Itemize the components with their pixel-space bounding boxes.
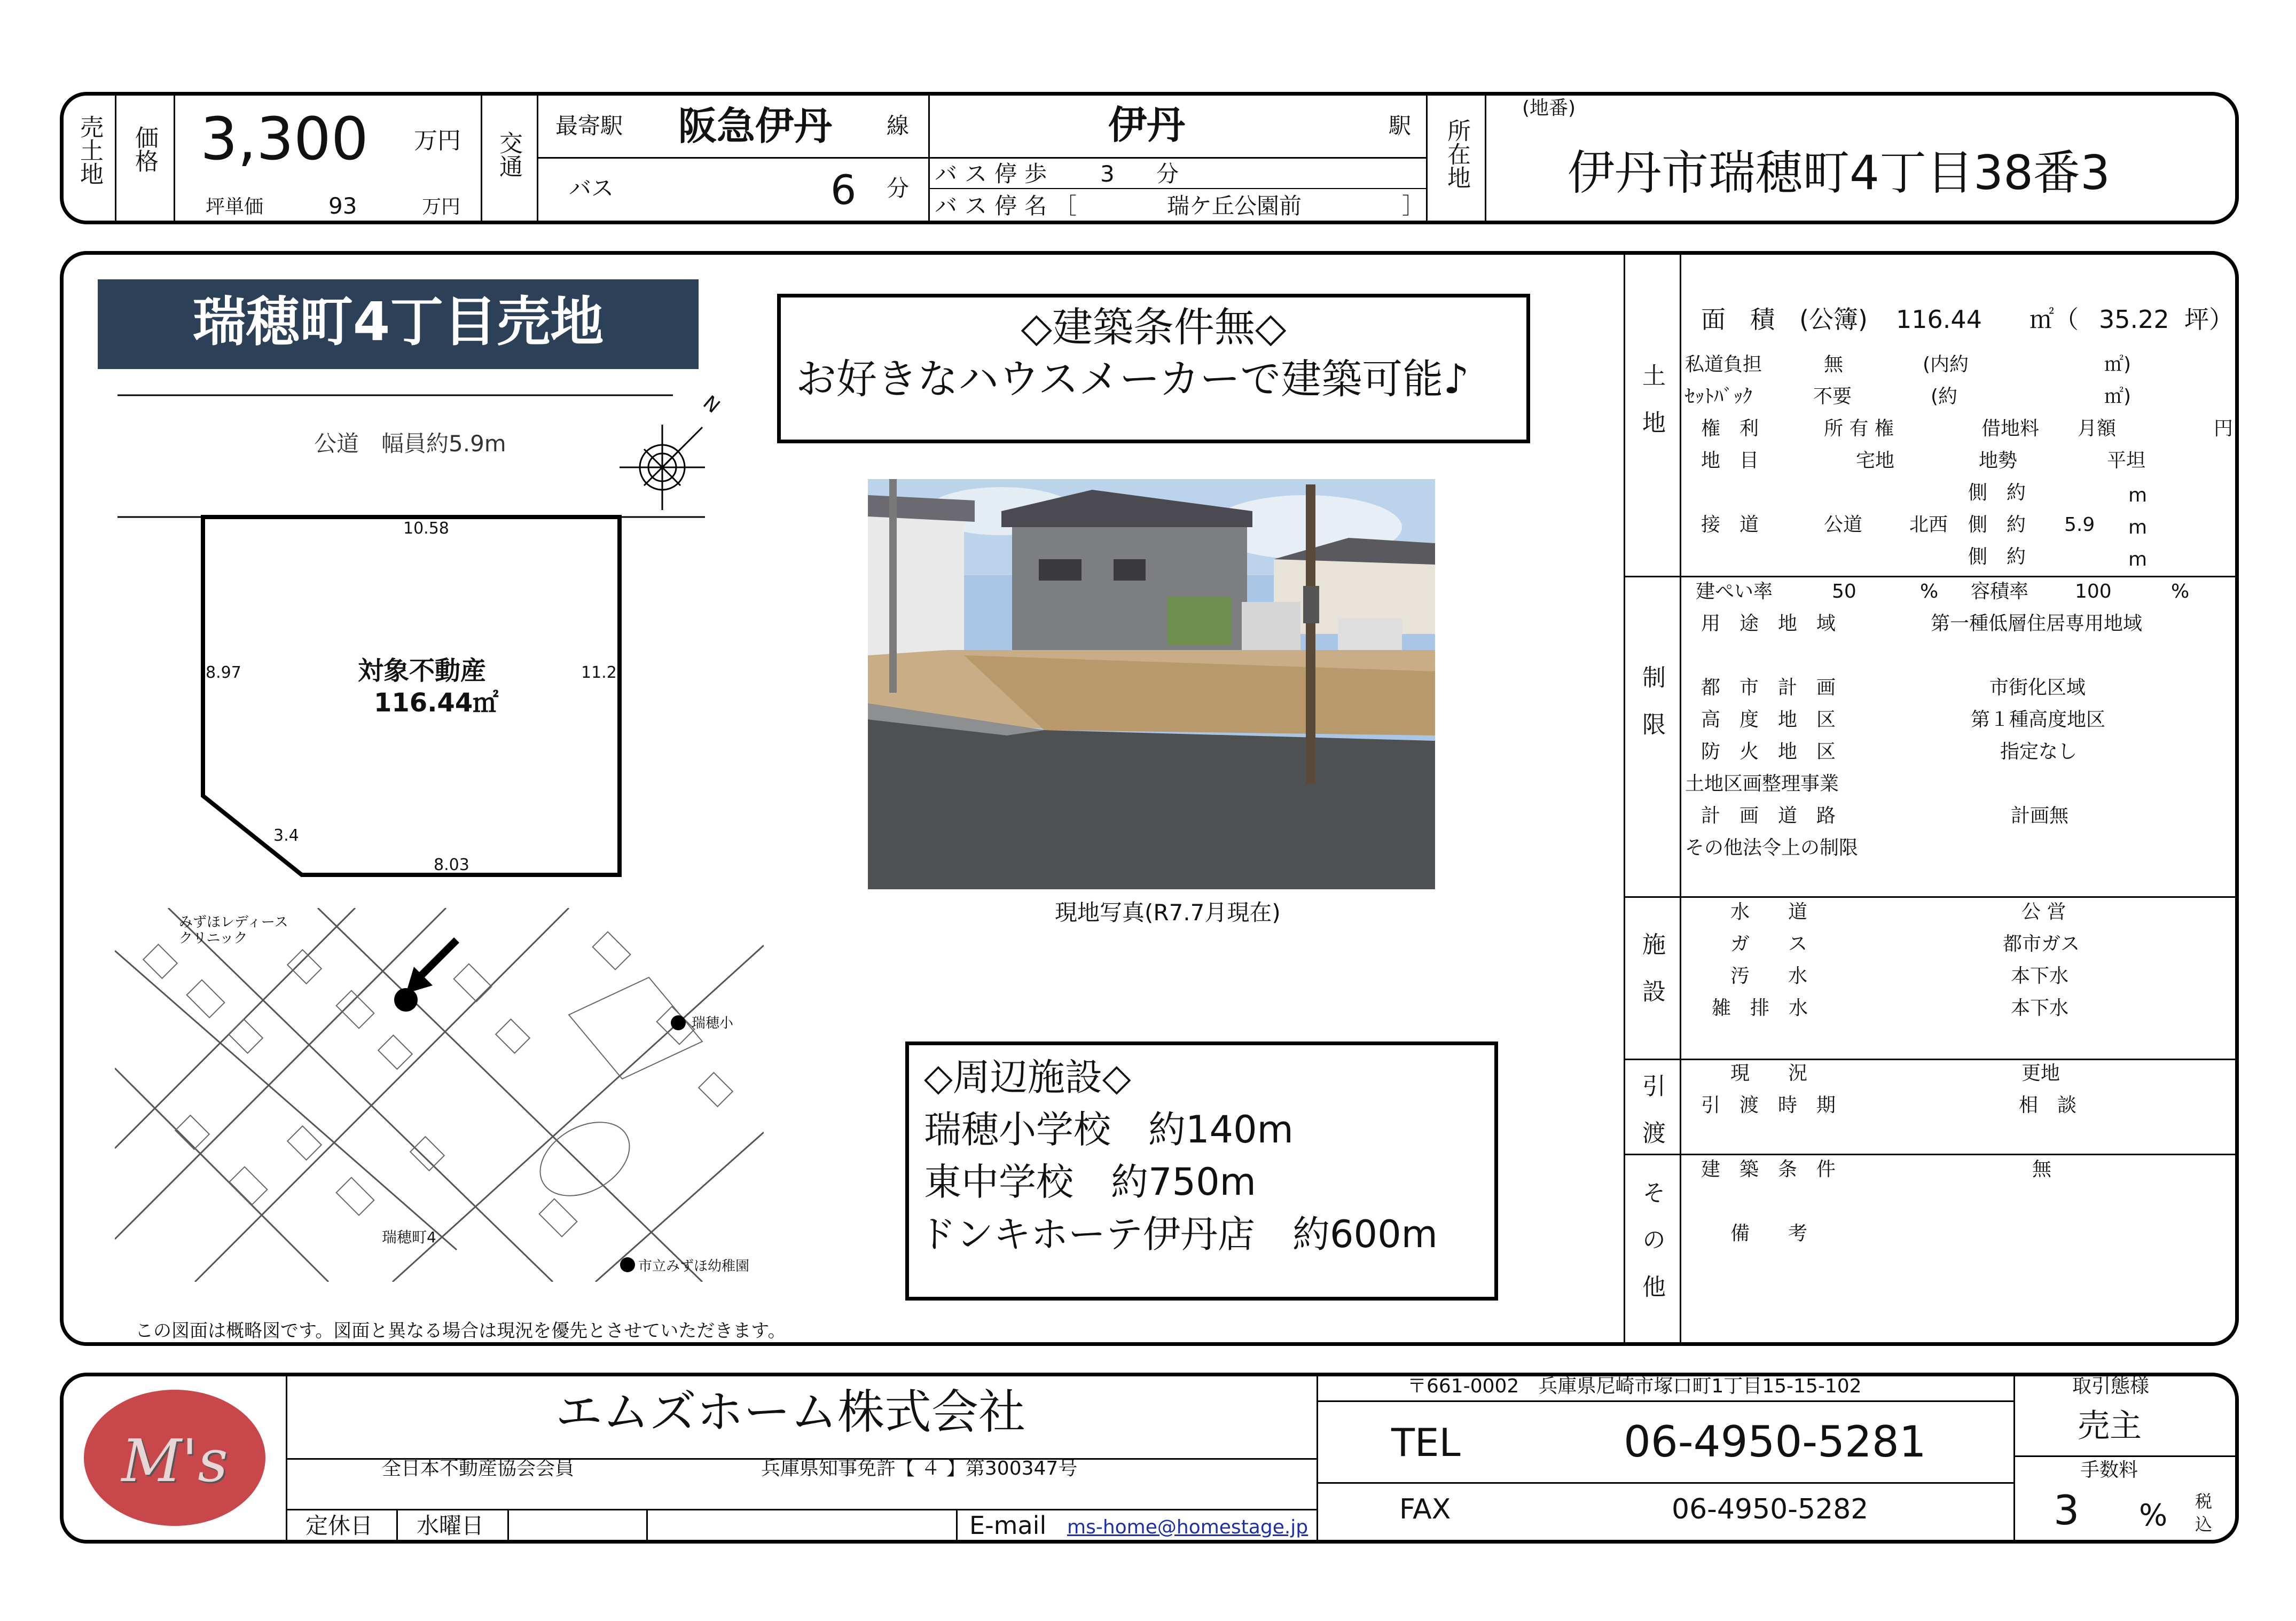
chimoku-value: 宅地 [1856, 450, 1895, 472]
plot-right-length: 11.2 [581, 663, 617, 682]
station-suffix: 駅 [1389, 113, 1412, 139]
plot-corner-length: 3.4 [273, 826, 299, 845]
water-value: 公 営 [2021, 901, 2066, 923]
email-label: E-mail [969, 1511, 1047, 1540]
side-label-1: 側 約 [1968, 482, 2026, 504]
access-label: 接 道 [1701, 514, 1759, 536]
far-pct: % [2171, 581, 2190, 602]
side-unit-1: m [2128, 484, 2148, 506]
traffic-label: 交通 [495, 131, 522, 178]
timing-value: 相 談 [2019, 1094, 2077, 1116]
bus-minutes: 6 [830, 166, 857, 214]
side-label-2: 側 約 [1968, 514, 2026, 536]
gas-label: ガ ス [1730, 933, 1808, 955]
side-label-3: 側 約 [1968, 546, 2026, 568]
drain-value: 本下水 [2011, 997, 2069, 1019]
type-label: 売土地 [76, 115, 103, 185]
access-width: 5.9 [2064, 514, 2095, 536]
area-map [115, 908, 764, 1282]
tel-label: TEL [1391, 1420, 1461, 1465]
restrict-section-label: 制 限 [1638, 665, 1665, 735]
fire-value: 指定なし [2000, 741, 2078, 763]
lease-yen: 円 [2214, 418, 2234, 440]
lease-label: 借地料 [1981, 418, 2040, 440]
city-label: 都 市 計 画 [1701, 677, 1836, 699]
station-label: 最寄駅 [555, 113, 623, 139]
logo-text: M's [121, 1427, 228, 1495]
access-direction: 北西 [1909, 514, 1948, 536]
build-cond-value: 無 [2032, 1158, 2052, 1180]
height-label: 高 度 地 区 [1701, 709, 1836, 731]
deal-label: 取引態様 [2072, 1375, 2150, 1397]
use-value: 第一種低層住居専用地域 [1931, 613, 2143, 635]
bus-label: バス [569, 175, 614, 201]
tsubo-value: 93 [328, 193, 357, 219]
fee-tax: 税込 [2195, 1491, 2213, 1535]
plot-left-length: 8.97 [206, 663, 241, 682]
email-link[interactable]: ms-home@homestage.jp [1067, 1516, 1308, 1538]
chimoku-label: 地 目 [1701, 450, 1759, 472]
condition-title: ◇建築条件無◇ [1021, 303, 1287, 351]
drain-label: 雑 排 水 [1712, 997, 1808, 1019]
nearby-title: ◇周辺施設◇ [924, 1055, 1131, 1099]
station-name: 伊丹 [1108, 103, 1186, 147]
handover-section-label: 引 渡 [1638, 1074, 1665, 1144]
deal-value: 売主 [2078, 1407, 2142, 1445]
use-label: 用 途 地 域 [1701, 613, 1836, 635]
side-unit-2: m [2128, 516, 2148, 538]
coverage-pct: % [1920, 581, 1939, 602]
access-value: 公道 [1824, 514, 1863, 536]
fee-value: 3 [2054, 1486, 2080, 1534]
nearby-item: 東中学校 約750m [924, 1160, 1256, 1204]
site-photo [868, 479, 1435, 889]
sewage-label: 汚 水 [1730, 965, 1808, 987]
chiban-label: (地番) [1522, 97, 1576, 119]
bus-min-unit: 分 [887, 175, 910, 201]
map-label-kinder: 市立みずほ幼稚園 [638, 1258, 750, 1274]
area-tsubo-unit: 坪） [2184, 305, 2234, 334]
timing-label: 引 渡 時 期 [1701, 1094, 1836, 1116]
land-section-label: 土 地 [1638, 363, 1665, 434]
tsubo-label: 坪単価 [206, 196, 264, 218]
monthly-label: 月額 [2078, 418, 2117, 440]
private-road-label: 私道負担 [1685, 354, 1762, 375]
fire-label: 防 火 地 区 [1701, 741, 1836, 763]
far-label: 容積率 [1971, 581, 2029, 602]
price-value: 3,300 [200, 105, 369, 173]
fee-label: 手数料 [2080, 1459, 2138, 1481]
chisei-label: 地勢 [1979, 450, 2018, 472]
area-m2: 116.44 [1896, 305, 1982, 334]
license: 兵庫県知事免許【 ４ 】第300347号 [761, 1458, 1078, 1479]
gas-value: 都市ガス [2003, 933, 2080, 955]
coverage-value: 50 [1832, 581, 1856, 602]
association: 全日本不動産協会会員 [382, 1458, 575, 1479]
height-value: 第１種高度地区 [1971, 709, 2106, 731]
page-title: 瑞穂町4丁目売地 [192, 291, 604, 353]
status-value: 更地 [2021, 1062, 2060, 1084]
map-label-clinic: みずほレディース クリニック [179, 914, 288, 946]
disclaimer: この図面は概略図です。図面と異なる場合は現況を優先とさせていただきます。 [135, 1320, 786, 1342]
setback-unit: ㎡) [2104, 386, 2132, 408]
fax-label: FAX [1399, 1493, 1451, 1525]
other-law-label: その他法令上の制限 [1685, 837, 1859, 859]
road-label: 公道 幅員約5.9m [314, 430, 506, 457]
area-label: 面 積 (公簿) [1701, 305, 1868, 334]
stop-name: 瑞ケ丘公園前 [1167, 193, 1302, 219]
setback-value: 不要 [1813, 386, 1852, 408]
map-label-area: 瑞穂町4 [382, 1228, 436, 1246]
price-unit: 万円 [414, 127, 461, 154]
walk-minutes: 3 [1100, 161, 1115, 187]
facility-section-label: 施 設 [1638, 932, 1665, 1003]
fee-unit: % [2139, 1498, 2168, 1533]
build-cond-label: 建 築 条 件 [1701, 1158, 1836, 1180]
chisei-value: 平坦 [2107, 450, 2146, 472]
rights-value: 所 有 権 [1824, 418, 1894, 440]
plot-top-length: 10.58 [403, 519, 449, 538]
price-label: 価格 [131, 126, 158, 173]
line-name: 阪急伊丹 [678, 104, 833, 148]
area-unit: ㎡（ [2029, 305, 2079, 334]
rights-label: 権 利 [1701, 418, 1759, 440]
plan-road-value: 計画無 [2011, 805, 2069, 827]
other-section-label: そ の 他 [1638, 1180, 1665, 1298]
line-suffix: 線 [887, 113, 910, 139]
compass-icon [620, 425, 705, 510]
address-value: 伊丹市瑞穂町4丁目38番3 [1568, 145, 2110, 200]
plot-bottom-length: 8.03 [434, 856, 469, 874]
water-label: 水 道 [1730, 901, 1808, 923]
remarks-label: 備 考 [1730, 1223, 1808, 1244]
far-value: 100 [2075, 581, 2112, 602]
status-label: 現 況 [1730, 1062, 1808, 1084]
walk-label: バス停歩 [935, 161, 1055, 187]
private-road-note: (内約 [1923, 354, 1969, 375]
holiday-label: 定休日 [305, 1513, 373, 1539]
private-road-value: 無 [1824, 354, 1844, 375]
sewage-value: 本下水 [2011, 965, 2069, 987]
company-address: 〒661-0002 兵庫県尼崎市塚口町1丁目15-15-102 [1407, 1375, 1862, 1397]
stop-label: バス停名［ [935, 193, 1085, 219]
map-label-school: 瑞穂小 [692, 1015, 734, 1031]
coverage-label: 建ぺい率 [1696, 581, 1773, 602]
plot-area: 116.44㎡ [374, 688, 499, 718]
setback-note: (約 [1931, 386, 1958, 408]
tsubo-unit: 万円 [422, 196, 461, 218]
readjust-label: 土地区画整理事業 [1685, 773, 1839, 795]
condition-text: お好きなハウスメーカーで建築可能♪ [796, 355, 1469, 403]
city-value: 市街化区域 [1989, 677, 2086, 699]
photo-caption: 現地写真(R7.7月現在) [1055, 899, 1281, 926]
area-tsubo: 35.22 [2099, 305, 2169, 334]
setback-label: ｾｯﾄﾊﾞｯｸ [1685, 386, 1752, 408]
nearby-item: ドンキホーテ伊丹店 約600m [919, 1212, 1438, 1256]
plan-road-label: 計 画 道 路 [1701, 805, 1836, 827]
private-road-unit: ㎡) [2104, 354, 2132, 375]
walk-unit: 分 [1156, 161, 1179, 187]
tel-value: 06-4950-5281 [1624, 1417, 1926, 1467]
holiday-value: 水曜日 [417, 1513, 484, 1539]
plot-name: 対象不動産 [358, 656, 487, 686]
stop-close: ］ [1402, 193, 1425, 219]
fax-value: 06-4950-5282 [1672, 1493, 1869, 1525]
side-unit-3: m [2128, 549, 2148, 570]
company-name: エムズホーム株式会社 [555, 1384, 1026, 1439]
nearby-item: 瑞穂小学校 約140m [924, 1108, 1294, 1152]
compass-n: N [699, 391, 724, 418]
location-label: 所在地 [1443, 119, 1470, 189]
